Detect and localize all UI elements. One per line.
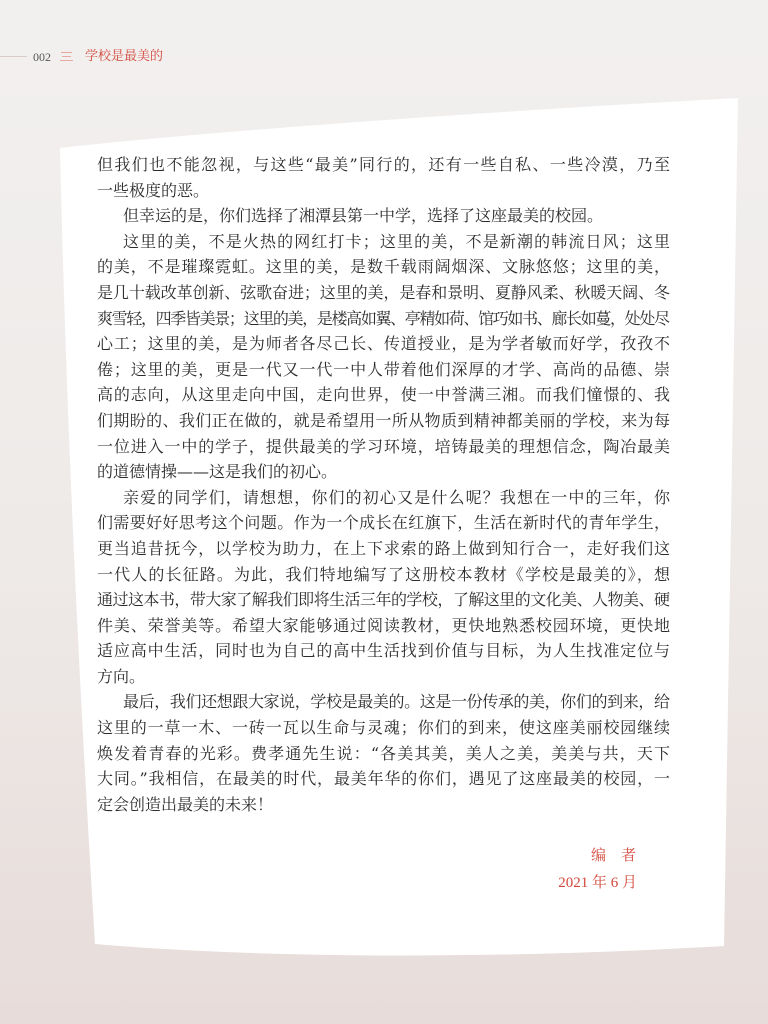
text-line: 方向。 — [97, 666, 146, 686]
text-line: 亲爱的同学们，请想想，你们的初心又是什么呢？我想在一中的三年，你 — [123, 487, 672, 507]
signature-date: 2021 年 6 月 — [558, 875, 637, 891]
book-title: 学校是最美的 — [85, 49, 164, 64]
text-line: 但我们也不能忽视，与这些“最美”同行的，还有一些自私、一些冷漠，乃至 — [97, 155, 672, 174]
paragraph — [97, 203, 670, 229]
text-line: 一些极度的恶。 — [97, 180, 210, 200]
header-rule — [0, 56, 27, 57]
page-number: 002 — [33, 50, 51, 64]
paragraph — [97, 485, 670, 690]
text-line: 一代人的长征路。为此，我们特地编写了这册校本教材《学校是最美的》，想 — [97, 564, 672, 584]
signature-author: 编 者 — [590, 846, 636, 864]
text-line: 们需要好好思考这个问题。作为一个成长在红旗下，生活在新时代的青年学生， — [97, 513, 671, 533]
text-line: 这里的美，不是火热的网红打卡；这里的美，不是新潮的韩流日风；这里 — [123, 231, 672, 251]
paragraph — [97, 152, 670, 203]
text-line: 件美、荣誉美等。希望大家能够通过阅读教材，更快地熟悉校园环境，更快地 — [97, 615, 671, 635]
text-line: 更当追昔抚今，以学校为助力，在上下求索的路上做到知行合一，走好我们这 — [97, 538, 671, 558]
text-line: 通过这本书，带大家了解我们即将生活三年的学校，了解这里的文化美、人物美、硬 — [97, 590, 670, 610]
text-line: 倦；这里的美，更是一代又一代一中人带着他们深厚的才学、高尚的品德、崇 — [97, 359, 671, 379]
text-line: 焕发着青春的光彩。费孝通先生说：“各美其美，美人之美，美美与共，天下 — [97, 743, 672, 763]
text-line: 定会创造出最美的未来！ — [97, 794, 274, 814]
triple-bar-icon — [60, 51, 73, 62]
text-line: 们期盼的、我们正在做的，就是希望用一所从物质到精神都美丽的学校，来为每 — [97, 410, 671, 430]
text-line: 适应高中生活，同时也为自己的高中生活找到价值与目标，为人生找准定位与 — [97, 641, 671, 661]
text-line: 爽雪轻，四季皆美景；这里的美，是楼高如翼、亭精如荷、馆巧如书、廊长如蔓，处处尽 — [97, 308, 669, 328]
text-line: 的美，不是璀璨霓虹。这里的美，是数千载雨阔烟深、文脉悠悠；这里的美， — [97, 257, 671, 277]
text-line: 的道德情操——这是我们的初心。 — [97, 462, 338, 482]
text-line: 最后，我们还想跟大家说，学校是最美的。这是一份传承的美，你们的到来，给 — [123, 692, 670, 712]
paragraph — [97, 229, 670, 485]
text-line: 但幸运的是，你们选择了湘潭县第一中学，选择了这座最美的校园。 — [123, 206, 604, 226]
text-line: 高的志向，从这里走向中国，走向世界，使一中誉满三湘。而我们憧憬的、我 — [97, 385, 671, 405]
text-line: 心工；这里的美，是为师者各尽己长、传道授业，是为学者敏而好学，孜孜不 — [97, 334, 671, 354]
paragraph — [97, 689, 670, 817]
body-text — [97, 152, 670, 817]
text-line: 大同。”我相信，在最美的时代，最美年华的你们，遇见了这座最美的校园，一 — [97, 769, 671, 789]
text-line: 是几十载改革创新、弦歌奋进；这里的美，是春和景明、夏静风柔、秋暖天阔、冬 — [97, 282, 670, 302]
text-line: 一位进入一中的学子，提供最美的学习环境，培铸最美的理想信念，陶冶最美 — [97, 436, 671, 456]
text-line: 这里的一草一木、一砖一瓦以生命与灵魂；你们的到来，使这座美丽校园继续 — [97, 718, 671, 738]
